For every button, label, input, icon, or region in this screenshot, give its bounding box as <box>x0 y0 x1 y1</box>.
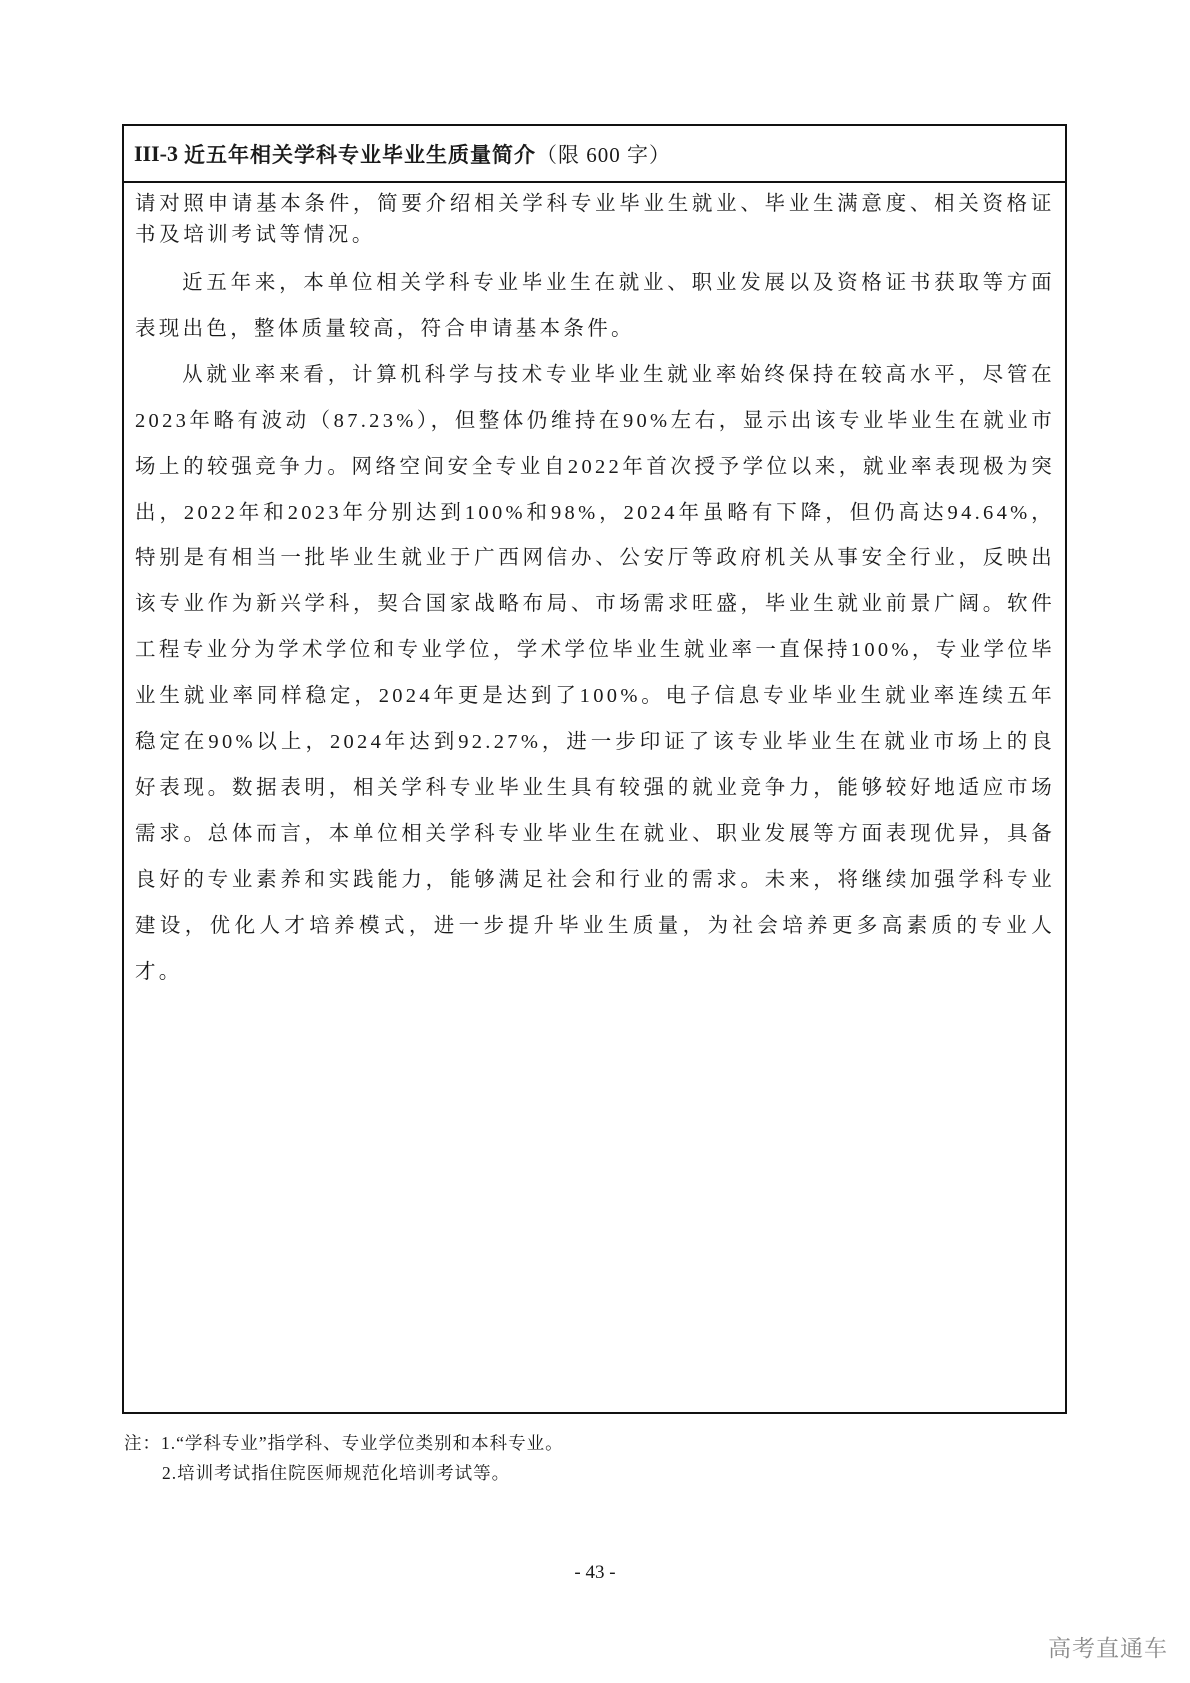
page-number: - 43 - <box>574 1562 616 1583</box>
form-section-box <box>122 124 1067 1414</box>
section-title: 近五年相关学科专业毕业生质量简介 <box>184 142 537 167</box>
body-paragraph-1: 近五年来，本单位相关学科专业毕业生在就业、职业发展以及资格证书获取等方面表现出色，整体质量较高，符合申请基本条件。 <box>135 272 1055 340</box>
footnote-2: 2.培训考试指住院医师规范化培训考试等。 <box>162 1463 511 1483</box>
watermark: 高考直通车 <box>1048 1636 1168 1662</box>
word-limit: （限 600 字） <box>536 142 672 167</box>
footnote-1: 注：1.“学科专业”指学科、专业学位类别和本科专业。 <box>124 1433 564 1453</box>
instruction-text: 请对照申请基本条件，简要介绍相关学科专业毕业生就业、毕业生满意度、相关资格证书及培训考试等情况。 <box>135 193 1055 246</box>
section-code: III-3 <box>134 140 179 166</box>
body-paragraph-2: 从就业率来看，计算机科学与技术专业毕业生就业率始终保持在较高水平，尽管在2023年略有波动（87.23%），但整体仍维持在90%左右，显示出该专业毕业生在就业市场上的较强竞争力。网络空间安全专业自2022年首次授予学位以来，就业率表现极为突出，2022年和2023年分别达到100%和98%，2024年虽略有下降，但仍高达94.64%，特别是有相当一批毕业生就业于广西网信办、公安厅等政府机关从事安全行业，反映出该专业作为新兴学科，契合国家战略布局、市场需求旺盛，毕业生就业前景广阔。软件工程专业分为学术学位和专业学位，学术学位毕业生就业率一直保持100%，专业学位毕业生就业率同样稳定，2024年更是达到了100%。电子信息专业毕业生就业率连续五年稳定在90%以上，2024年达到92.27%，进一步印证了该专业毕业生在就业市场上的良好表现。数据表明，相关学科专业毕业生具有较强的就业竞争力，能够较好地适应市场需求。总体而言，本单位相关学科专业毕业生在就业、职业发展等方面表现优异，具备良好的专业素养和实践能力，能够满足社会和行业的需求。未来，将继续加强学科专业建设，优化人才培养模式，进一步提升毕业生质量，为社会培养更多高素质的专业人才。 <box>135 363 1055 983</box>
footnotes <box>124 1428 564 1488</box>
section-body <box>135 186 1055 996</box>
section-header <box>124 126 1065 183</box>
